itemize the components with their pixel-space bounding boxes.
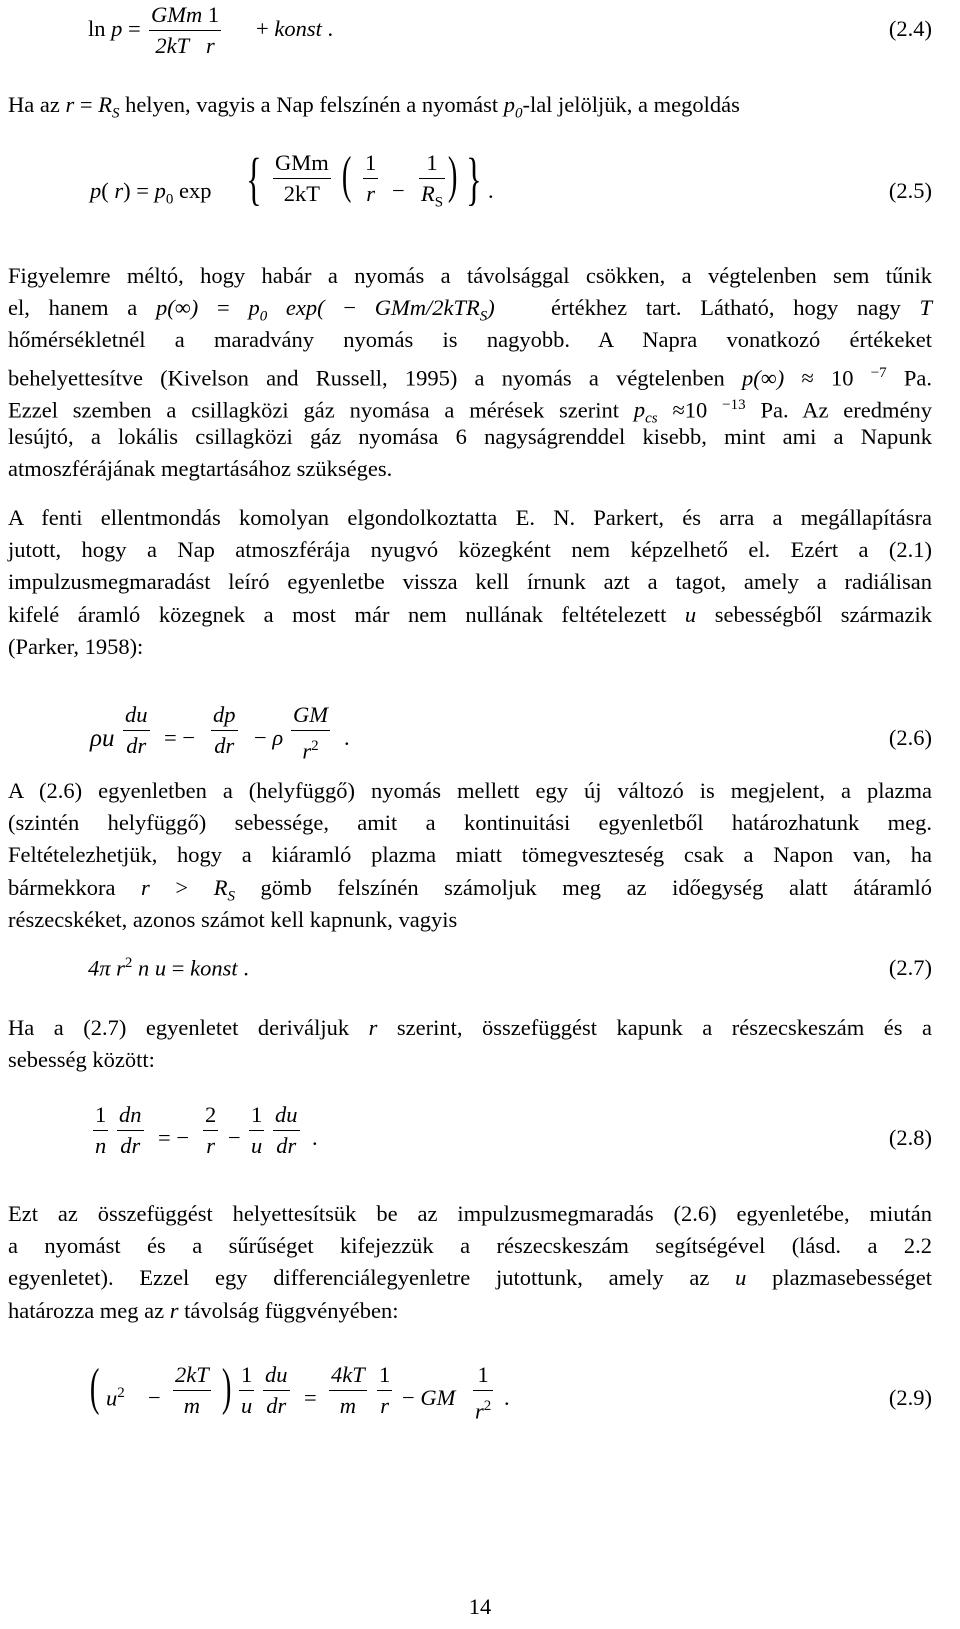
eq25-minus: − xyxy=(392,178,405,203)
eq25-end: . xyxy=(488,178,494,203)
eq26-equals: = − xyxy=(164,725,196,750)
para6-line: Ezt az összefüggést helyettesítsük be az impulzusmegmaradás (2.6) egyenletébe, miután xyxy=(8,1201,932,1226)
para2-line: hőmérsékletnél a maradvány nyomás is nagyobb. A Napra vonatkozó értékeket xyxy=(8,327,932,353)
equation-2-9 xyxy=(8,1360,938,1440)
paragraph-5 xyxy=(8,1012,932,1076)
equation-2-5 xyxy=(8,140,938,240)
para4-line: A (2.6) egyenletben a (helyfüggő) nyomás mellett egy új változó is megjelent, a plazma xyxy=(8,778,932,803)
paragraph-3 xyxy=(8,502,932,663)
eq29-minus: − xyxy=(148,1385,161,1410)
eq28-fraction-5: $\frac{du}{dr}$ xyxy=(275,1102,298,1158)
paragraph-4 xyxy=(8,775,932,936)
eq28-minus: − xyxy=(228,1125,241,1150)
eq25-right-paren: ) xyxy=(447,147,458,204)
equation-2-6 xyxy=(8,700,938,780)
para2-line: lesújtó, a lokális csillagközi gáz nyomása 6 nagyságrenddel kisebb, mint ami a Napunk xyxy=(8,423,932,449)
equation-2-8 xyxy=(8,1100,938,1180)
eq25-right-brace: } xyxy=(466,146,482,211)
eq29-u: $u^2$ xyxy=(106,1385,125,1411)
para5-line: sebesség között: xyxy=(8,1047,155,1073)
eq25-fraction-3: $\frac{1}{R_S}$ xyxy=(421,150,444,211)
eq26-fraction-3: $\frac{GM}{r^2}$ xyxy=(293,702,328,764)
para3-line: jutott, hogy a Nap atmoszférája nyugvó közegként nem képzelhető el. Ezért a (2.1) xyxy=(8,537,932,563)
eq29-equals: = xyxy=(304,1385,317,1410)
eq27-body: 4π $r^2$ n u = konst . xyxy=(88,955,249,981)
eq26-fraction-2: $\frac{dp}{dr}$ xyxy=(213,702,236,758)
para6-line: a nyomást és a sűrűséget kifejezzük a részecskeszám segítségével (lásd. a 2.2 xyxy=(8,1233,932,1259)
eq29-fraction-5: $\frac{1}{r}$ xyxy=(379,1362,391,1418)
eq29-number: (2.9) xyxy=(888,1385,932,1410)
eq24-rest: + konst . xyxy=(256,16,334,41)
para4-line: (szintén helyfüggő) sebessége, amit a kontinuitási egyenletből határozhatunk meg. xyxy=(8,810,932,836)
para3-line: (Parker, 1958): xyxy=(8,633,144,659)
eq29-fraction-2: $\frac{1}{u}$ xyxy=(241,1362,253,1418)
eq28-fraction-3: $\frac{2}{r}$ xyxy=(205,1102,217,1158)
eq24-number: (2.4) xyxy=(888,16,932,41)
eq28-fraction-2: $\frac{dn}{dr}$ xyxy=(119,1102,142,1158)
eq29-fraction-1: $\frac{2kT}{m}$ xyxy=(175,1362,209,1418)
eq24-fraction: GMm 1 2kT r xyxy=(151,2,220,58)
para1-line: Ha az $r = R_S$ helyen, vagyis a Nap felszínén a nyomást $p_0$-lal jelöljük, a megoldás xyxy=(8,92,740,122)
equation-2-4 xyxy=(8,0,938,64)
paragraph-1 xyxy=(8,89,932,121)
eq26-fraction-1: $\frac{du}{dr}$ xyxy=(125,702,148,758)
para2-line: el, hanem a $p(\infty) = p_0$ exp( − GMm/2kTR$_S$) értékhez tart. Látható, hogy nagy T xyxy=(8,295,932,325)
eq29-right-paren: ) xyxy=(221,1359,232,1416)
eq25-left-brace: { xyxy=(246,146,262,211)
para6-line: egyenletet). Ezzel egy differenciálegyenletre jutottunk, amely az u plazmasebességet xyxy=(8,1265,932,1291)
eq28-number: (2.8) xyxy=(888,1125,932,1150)
eq25-fraction-2: $\frac{1}{r}$ xyxy=(365,150,377,206)
para4-line: részecskéket, azonos számot kell kapnunk, vagyis xyxy=(8,906,458,932)
eq25-fraction-1: GMm 2kT xyxy=(275,150,329,206)
eq29-fraction-4: $\frac{4kT}{m}$ xyxy=(331,1362,365,1418)
paragraph-6 xyxy=(8,1198,932,1327)
eq29-minus-gm: − GM xyxy=(402,1385,456,1410)
para4-line: bármekkora $r > R_S$ gömb felszínén számoljuk meg az időegység alatt átáramló xyxy=(8,874,932,905)
para3-line: A fenti ellentmondás komolyan elgondolkoztatta E. N. Parkert, és arra a megállapításra xyxy=(8,505,932,530)
para2-line: atmoszférájának megtartásához szükséges. xyxy=(8,456,393,482)
eq29-left-paren: ( xyxy=(89,1359,100,1416)
para2-line: Figyelemre méltó, hogy habár a nyomás a távolsággal csökken, a végtelenben sem tűnik xyxy=(8,263,932,288)
para2-line: Ezzel szemben a csillagközi gáz nyomása a mérések szerint $p_{cs} \approx 10$ $^{-13}$ Pa. Az eredmény xyxy=(8,396,932,427)
para3-line: kifelé áramló közegnek a most már nem nullának feltételezett u sebességből származik xyxy=(8,601,932,627)
eq27-number: (2.7) xyxy=(888,955,932,980)
eq26-number: (2.6) xyxy=(888,725,932,750)
eq26-end: . xyxy=(344,725,350,750)
para4-line: Feltételezhetjük, hogy a kiáramló plazma miatt tömegveszteség csak a Napon van, ha xyxy=(8,842,932,868)
eq25-number: (2.5) xyxy=(888,178,932,203)
para6-line: határozza meg az r távolság függvényében: xyxy=(8,1297,399,1323)
paragraph-2 xyxy=(8,260,932,485)
eq29-end: . xyxy=(504,1385,510,1410)
eq26-rho-u: ρu xyxy=(90,725,115,752)
eq28-fraction-1: $\frac{1}{n}$ xyxy=(95,1102,107,1158)
eq28-fraction-4: $\frac{1}{u}$ xyxy=(251,1102,263,1158)
eq28-equals: = − xyxy=(158,1125,190,1150)
eq26-minus-rho: − ρ xyxy=(254,725,284,750)
page-number: 14 xyxy=(468,1594,492,1619)
eq25-lhs: p( $r) = p_0$ exp xyxy=(90,178,212,208)
eq29-fraction-6: $\frac{1}{r^2}$ xyxy=(475,1362,492,1424)
para5-line: Ha a (2.7) egyenletet deriváljuk r szerint, összefüggést kapunk a részecskeszám és a xyxy=(8,1015,932,1040)
eq24-lhs: ln p = xyxy=(88,16,141,41)
para3-line: impulzusmegmaradást leíró egyenletbe vissza kell írnunk azt a tagot, amely a radiálisan xyxy=(8,569,932,595)
eq25-left-paren: ( xyxy=(341,147,352,204)
eq29-fraction-3: $\frac{du}{dr}$ xyxy=(265,1362,288,1418)
para2-line: behelyettesítve (Kivelson and Russell, 1995) a nyomás a végtelenben p(∞) ≈ 10 $^{-7}$ Pa. xyxy=(8,364,932,391)
eq28-end: . xyxy=(312,1125,318,1150)
equation-2-7 xyxy=(8,955,938,995)
